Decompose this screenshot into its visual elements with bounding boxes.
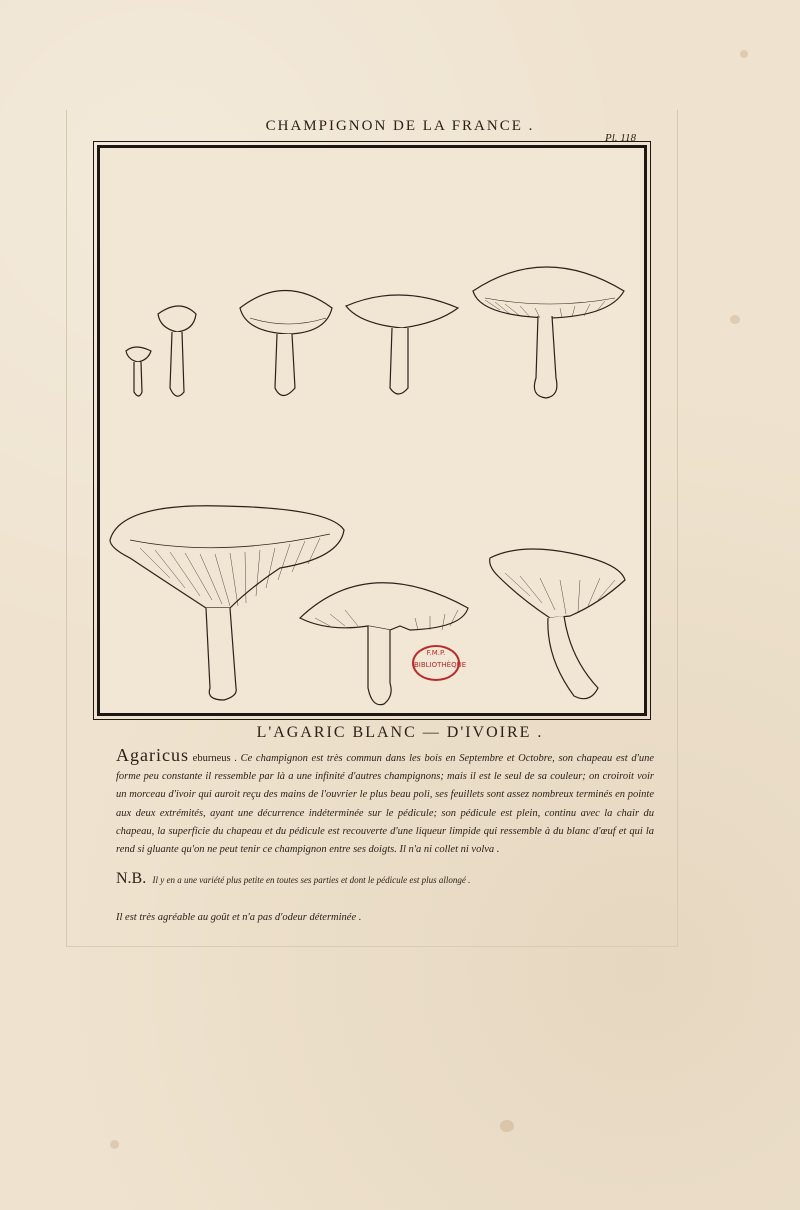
mushroom-specimen-1 <box>126 347 151 396</box>
nota-bene-text: Il y en a une variété plus petite en toutes ses parties et dont le pédicule est plus allongé . <box>152 875 471 885</box>
mushroom-specimen-2 <box>158 306 196 396</box>
mushroom-specimen-4 <box>346 295 458 394</box>
species-epithet: eburneus . <box>192 753 237 764</box>
library-stamp <box>412 645 467 681</box>
species-title: L'AGARIC BLANC — D'IVOIRE . <box>256 724 544 741</box>
mushroom-specimen-5 <box>473 267 624 398</box>
plate-number: Pl. 118 <box>605 132 636 144</box>
nota-bene <box>116 870 636 888</box>
foxing-spot <box>730 315 740 324</box>
foxing-spot <box>740 50 748 58</box>
stamp-text: F.M.P. BIBLIOTHÈQUE <box>414 649 467 669</box>
mushroom-illustration <box>100 148 644 713</box>
mushroom-specimen-7 <box>300 583 468 705</box>
illustration-frame <box>97 145 647 716</box>
mushroom-specimen-6 <box>110 506 344 700</box>
genus-name: Agaricus <box>116 745 189 765</box>
description-paragraph <box>116 746 654 859</box>
mushroom-specimen-3 <box>240 291 332 396</box>
plate-title: CHAMPIGNON DE LA FRANCE . <box>265 118 535 134</box>
nota-bene-mark: N.B. <box>116 870 147 887</box>
closing-line: Il est très agréable au goût et n'a pas d'odeur déterminée . <box>116 912 362 923</box>
foxing-spot <box>500 1120 514 1132</box>
foxing-spot <box>110 1140 119 1149</box>
mushroom-specimen-8 <box>490 549 625 699</box>
description-text: Ce champignon est très commun dans les bois en Septembre et Octobre, son chapeau est d'une forme peu constante il ressemble par là a une infinité d'autres champignons; mais il est le seul de sa couleur; on croiroit voir un morceau d'ivoir qui auroit reçu des mains de l'ouvrier le plus beau poli, ses feuillets sont assez nombreux terminés en pointe aux deux extrémités, ayant une décurrence indéterminée sur le pédicule; son pédicule est plein, continu avec la chair du chapeau, la superficie du chapeau et du pédicule est recouverte d'une liqueur limpide qui ressemble à du blanc d'œuf et qui la rend si gluante qu'on ne peut tenir ce champignon entre ses doigts. Il n'a ni collet ni volva . <box>116 753 654 856</box>
